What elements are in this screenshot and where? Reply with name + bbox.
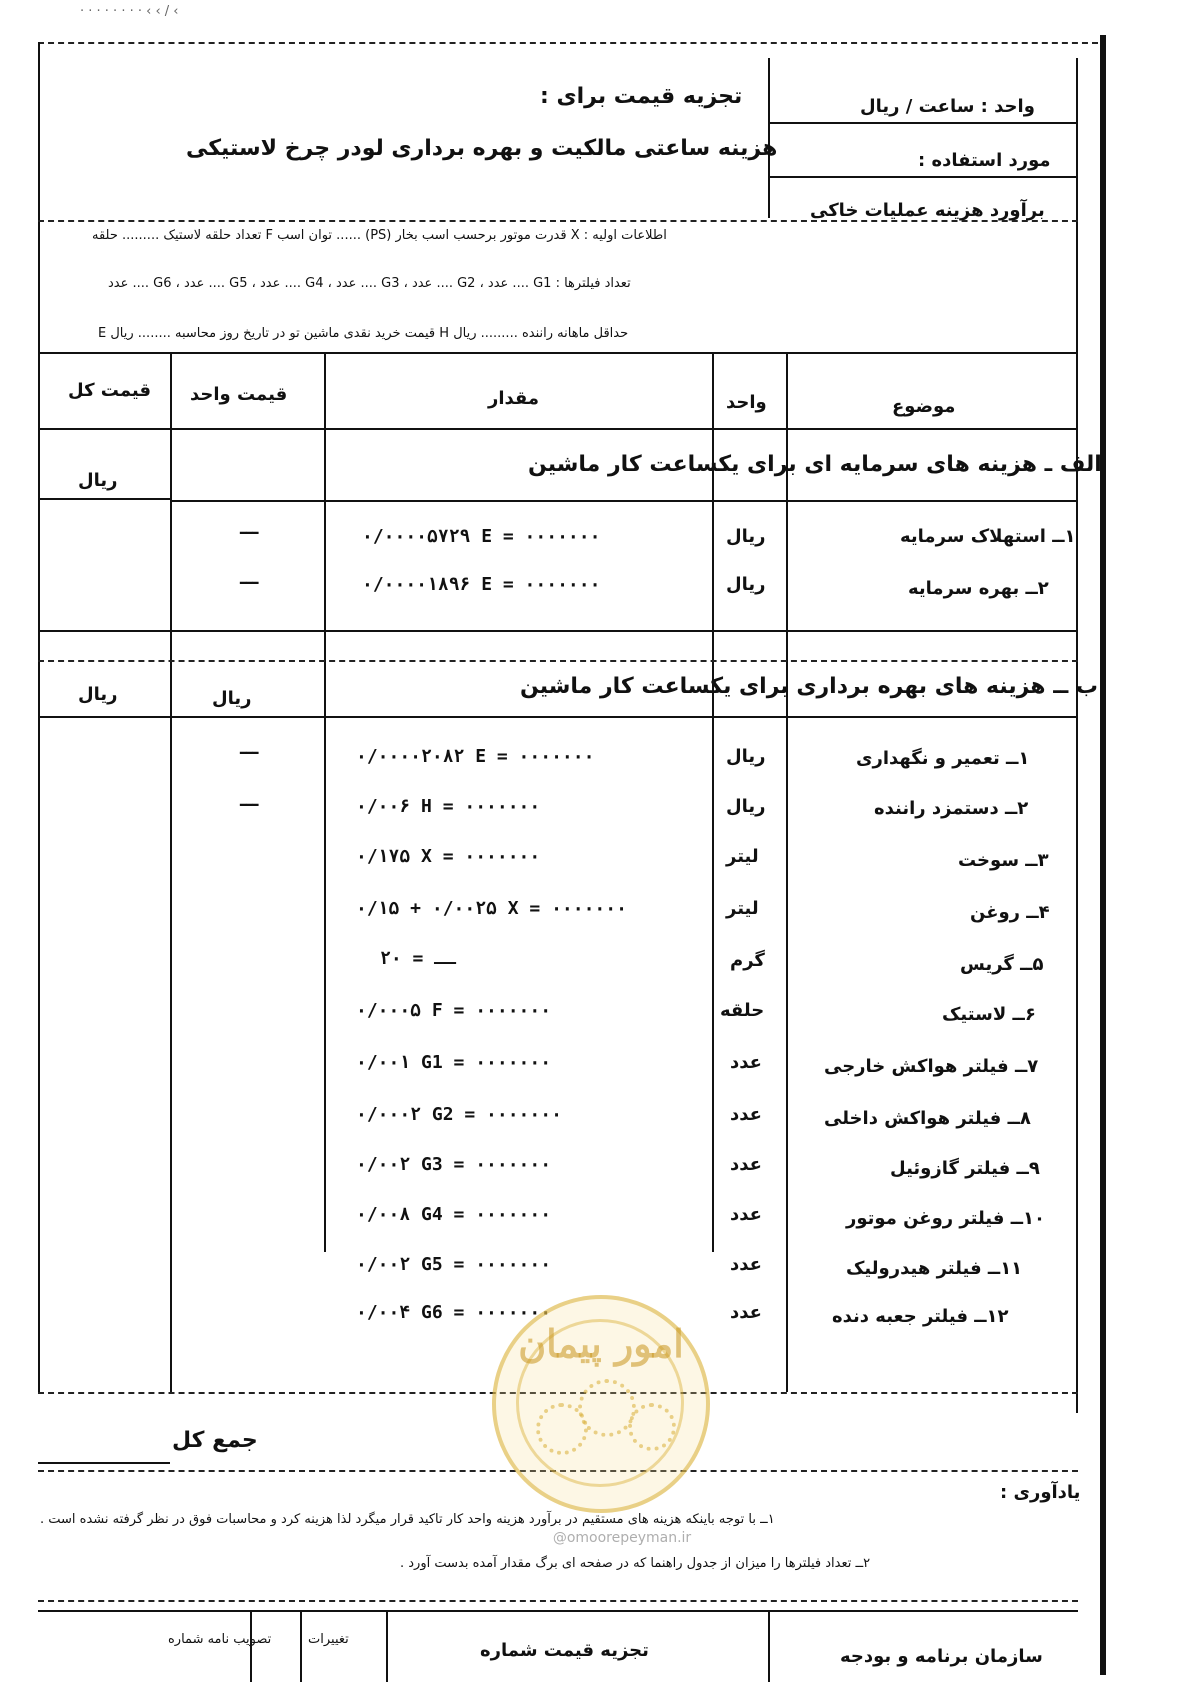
- row-b9-subject: ۹ــ فیلتر گازوئیل: [890, 1158, 1040, 1179]
- footer-change: تغییرات: [308, 1632, 349, 1647]
- section-b-unit-price-unit: ریال: [212, 688, 252, 709]
- section-a-title-rule: [38, 498, 170, 500]
- row-a1-subject: ۱ــ استهلاک سرمایه: [900, 526, 1076, 547]
- watermark-stamp: [492, 1295, 710, 1513]
- footer-form: تجزیه قیمت شماره: [480, 1640, 649, 1661]
- col-line-unit: [712, 352, 714, 1252]
- row-a1-unit-price: ـــ: [240, 518, 259, 539]
- row-b8-subject: ۸ــ فیلتر هواکش داخلی: [824, 1108, 1031, 1129]
- footer-org: سازمان برنامه و بودجه: [840, 1646, 1043, 1667]
- info-top-rule: [38, 220, 1078, 222]
- watermark-text: امور پیمان: [518, 1321, 684, 1366]
- row-b11-amount: ۰/۰۰۲ G5 = ۰۰۰۰۰۰۰: [356, 1254, 552, 1275]
- footer-col-2: [386, 1610, 388, 1682]
- row-b2-unit-price: ـــ: [240, 790, 259, 811]
- section-a-header-rule: [170, 500, 1078, 502]
- row-b6-subject: ۶ــ لاستیک: [942, 1004, 1036, 1025]
- col-line-unitprice: [170, 352, 172, 1392]
- row-b3-amount: ۰/۱۷۵ X = ۰۰۰۰۰۰۰: [356, 846, 541, 867]
- section-b-total-unit: ریال: [78, 684, 118, 705]
- info-line2: تعداد فیلترها : G1 .... عدد ، G2 .... عدد ، G3 .... عدد ، G4 .... عدد ، G5 .... عدد ، G6 .... عدد: [108, 276, 631, 291]
- row-b5-subject: ۵ــ گریس: [960, 954, 1044, 975]
- row-b1-unit-price: ـــ: [240, 738, 259, 759]
- footer-col-3: [300, 1610, 302, 1682]
- section-b-header-rule: [38, 716, 1078, 718]
- info-line1: اطلاعات اولیه : X قدرت موتور برحسب اسب بخار (PS) ...... توان اسب F تعداد حلقه لاستیک ......... حلقه: [92, 228, 667, 243]
- footer-approval: تصویب نامه شماره: [168, 1632, 272, 1647]
- row-b6-amount: ۰/۰۰۰۵ F = ۰۰۰۰۰۰۰: [356, 1000, 552, 1021]
- title-line2: هزینه ساعتی مالکیت و بهره برداری لودر چرخ لاستیکی: [186, 136, 778, 161]
- row-b5-unit: گرم: [730, 950, 765, 971]
- row-b1-amount: ۰/۰۰۰۰۲۰۸۲ E = ۰۰۰۰۰۰۰: [356, 746, 595, 767]
- row-a2-unit: ریال: [726, 574, 766, 595]
- row-a2-subject: ۲ــ بهره سرمایه: [908, 578, 1049, 599]
- section-a-title: الف ـ هزینه های سرمایه ای برای یکساعت کار ماشین: [528, 452, 1102, 477]
- grand-total-label: جمع کل: [172, 1428, 258, 1453]
- row-b2-amount: ۰/۰۰۶ H = ۰۰۰۰۰۰۰: [356, 796, 541, 817]
- row-b8-unit: عدد: [730, 1104, 762, 1125]
- row-a2-amount: ۰/۰۰۰۰۱۸۹۶ E = ۰۰۰۰۰۰۰: [362, 574, 601, 595]
- top-scan-marks: · · · · · · · · ‹ ‹ / ‹: [80, 4, 179, 19]
- row-b10-subject: ۱۰ــ فیلتر روغن موتور: [846, 1208, 1045, 1229]
- grand-total-bottom-rule: [38, 1462, 170, 1464]
- notes-title: یادآوری :: [1000, 1482, 1081, 1503]
- title-line1: تجزیه قیمت برای :: [540, 84, 743, 109]
- inner-right-border: [1076, 58, 1078, 1413]
- row-b11-subject: ۱۱ــ فیلتر هیدرولیک: [846, 1258, 1023, 1279]
- row-b11-unit: عدد: [730, 1254, 762, 1275]
- section-b-title: ب ــ هزینه های بهره برداری برای یکساعت کار ماشین: [520, 674, 1099, 699]
- col-amount: مقدار: [488, 388, 540, 409]
- row-b12-amount: ۰/۰۰۴ G6 = ۰۰۰۰۰۰۰: [356, 1302, 552, 1323]
- row-b4-unit: لیتر: [726, 898, 759, 919]
- section-b-top-rule: [38, 660, 1078, 662]
- row-a1-unit: ریال: [726, 526, 766, 547]
- col-unit-price: قیمت واحد: [190, 384, 288, 405]
- top-border: [38, 42, 1098, 44]
- right-border: [1100, 35, 1106, 1675]
- header-rule-2: [768, 176, 1076, 178]
- note-1: ۱ــ با توجه باینکه هزینه های مستقیم در برآورد هزینه واحد کار تاکید قرار میگرد لذا هزینه کرد و محاسبات فوق در نظر گرفته نشده است .: [40, 1512, 775, 1527]
- row-b1-subject: ۱ــ تعمیر و نگهداری: [856, 748, 1030, 769]
- unit-label: واحد : ساعت / ریال: [860, 96, 1035, 117]
- row-b2-subject: ۲ــ دستمزد راننده: [874, 798, 1029, 819]
- col-subject: موضوع: [892, 396, 956, 417]
- footer-col-1: [768, 1610, 770, 1682]
- watermark-url: @omoorepeyman.ir: [552, 1530, 692, 1546]
- col-total-price: قیمت کل: [68, 380, 152, 401]
- row-b4-subject: ۴ــ روغن: [970, 902, 1050, 923]
- header-rule-1: [768, 122, 1076, 124]
- note-2: ۲ــ تعداد فیلترها را میزان از جدول راهنما که در صفحه ای برگ مقدار آمده بدست آورد .: [400, 1556, 871, 1571]
- columns-top-rule: [38, 352, 1078, 354]
- row-a1-amount: ۰/۰۰۰۰۵۷۲۹ E = ۰۰۰۰۰۰۰: [362, 526, 601, 547]
- row-b7-unit: عدد: [730, 1052, 762, 1073]
- usage-label: مورد استفاده :: [918, 150, 1051, 171]
- row-b6-unit: حلقه: [720, 1000, 765, 1021]
- row-b5-amount: ــ = ۲۰: [380, 948, 456, 969]
- col-line-subject: [786, 352, 788, 1392]
- footer-top-rule: [38, 1600, 1078, 1602]
- watermark-gear-right: [628, 1403, 676, 1451]
- row-b12-subject: ۱۲ــ فیلتر جعبه دنده: [832, 1306, 1009, 1327]
- row-b8-amount: ۰/۰۰۰۲ G2 = ۰۰۰۰۰۰۰: [356, 1104, 562, 1125]
- section-a-total-unit: ریال: [78, 470, 118, 491]
- info-line3: E قیمت خرید نقدی ماشین تو در تاریخ روز محاسبه ........ ریال H حداقل ماهانه راننده ......... ریال: [98, 326, 629, 341]
- footer-divider-rule: [38, 1610, 1078, 1612]
- row-b3-subject: ۳ــ سوخت: [958, 850, 1049, 871]
- row-b12-unit: عدد: [730, 1302, 762, 1323]
- row-b10-unit: عدد: [730, 1204, 762, 1225]
- row-b3-unit: لیتر: [726, 846, 759, 867]
- row-b4-amount: ۰/۱۵ + ۰/۰۰۲۵ X = ۰۰۰۰۰۰۰: [356, 898, 627, 919]
- col-unit: واحد: [726, 392, 767, 413]
- row-a2-unit-price: ـــ: [240, 568, 259, 589]
- row-b9-unit: عدد: [730, 1154, 762, 1175]
- row-b7-amount: ۰/۰۰۱ G1 = ۰۰۰۰۰۰۰: [356, 1052, 552, 1073]
- row-b7-subject: ۷ــ فیلتر هواکش خارجی: [824, 1056, 1039, 1077]
- row-b10-amount: ۰/۰۰۸ G4 = ۰۰۰۰۰۰۰: [356, 1204, 552, 1225]
- row-b9-amount: ۰/۰۰۲ G3 = ۰۰۰۰۰۰۰: [356, 1154, 552, 1175]
- row-b2-unit: ریال: [726, 796, 766, 817]
- col-line-amount: [324, 352, 326, 1252]
- estimate-label: برآورد هزینه عملیات خاکی: [810, 200, 1045, 221]
- section-a-bottom-rule: [38, 630, 1078, 632]
- row-b1-unit: ریال: [726, 746, 766, 767]
- columns-bottom-rule: [38, 428, 1078, 430]
